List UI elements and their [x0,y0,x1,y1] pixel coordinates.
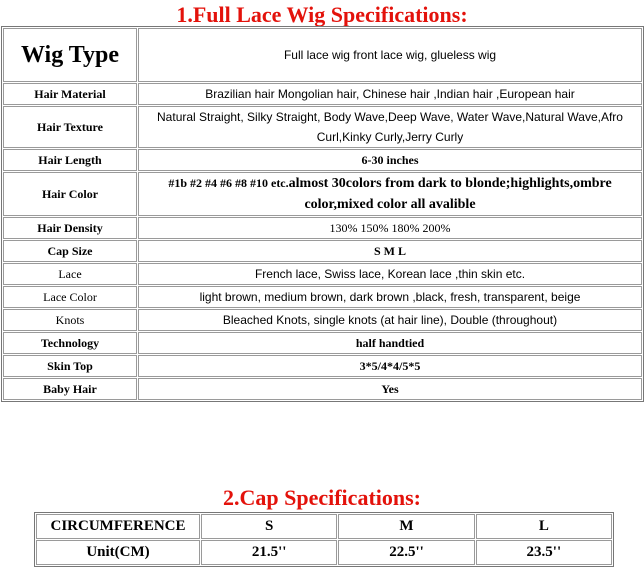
cell-size-s: 21.5'' [201,540,337,565]
table-row [3,286,642,308]
row-label-cap-size: Cap Size [3,240,137,262]
section-title-wig-specs: 1.Full Lace Wig Specifications: [176,2,468,27]
table-row [3,309,642,331]
row-label-lace-color: Lace Color [3,286,137,308]
row-label-hair-material: Hair Material [3,83,137,105]
table-row [36,540,612,565]
wig-specifications-table [1,26,644,402]
row-label-technology: Technology [3,332,137,354]
hair-color-codes: #1b #2 #4 #6 #8 #10 etc. [168,176,289,190]
row-label-baby-hair: Baby Hair [3,378,137,400]
row-label-hair-texture: Hair Texture [3,106,137,148]
table-row [3,106,642,148]
table-row [3,172,642,216]
row-value-cap-size: S M L [138,240,642,262]
row-value-technology: half handtied [138,332,642,354]
table-row [3,83,642,105]
row-label-unit: Unit(CM) [36,540,200,565]
hair-color-description: almost 30colors from dark to blonde;highlights,ombre color,mixed color all avalible [288,176,612,212]
row-value-lace: French lace, Swiss lace, Korean lace ,thin skin etc. [138,263,642,285]
row-value-skin-top: 3*5/4*4/5*5 [138,355,642,377]
column-header-circumference: CIRCUMFERENCE [36,514,200,539]
row-label-wig-type: Wig Type [3,28,137,82]
column-header-s: S [201,514,337,539]
column-header-l: L [476,514,612,539]
row-value-hair-color [138,172,642,216]
row-label-skin-top: Skin Top [3,355,137,377]
row-value-hair-material: Brazilian hair Mongolian hair, Chinese hair ,Indian hair ,European hair [138,83,642,105]
table-row [3,28,642,82]
cell-size-m: 22.5'' [338,540,474,565]
table-row [3,355,642,377]
row-value-baby-hair: Yes [138,378,642,400]
row-label-lace: Lace [3,263,137,285]
row-value-lace-color: light brown, medium brown, dark brown ,black, fresh, transparent, beige [138,286,642,308]
row-label-hair-color: Hair Color [3,172,137,216]
table-row [3,217,642,239]
row-label-hair-length: Hair Length [3,149,137,171]
table-header-row [36,514,612,539]
row-value-wig-type: Full lace wig front lace wig, glueless wig [138,28,642,82]
row-label-knots: Knots [3,309,137,331]
cell-size-l: 23.5'' [476,540,612,565]
table-row [3,240,642,262]
section-title-cap-specs: 2.Cap Specifications: [223,485,421,510]
column-header-m: M [338,514,474,539]
row-value-hair-texture: Natural Straight, Silky Straight, Body Wave,Deep Wave, Water Wave,Natural Wave,Afro Curl,Kinky Curly,Jerry Curly [138,106,642,148]
table-row [3,332,642,354]
row-label-hair-density: Hair Density [3,217,137,239]
row-value-hair-density: 130% 150% 180% 200% [138,217,642,239]
table-row [3,263,642,285]
row-value-knots: Bleached Knots, single knots (at hair line), Double (throughout) [138,309,642,331]
cap-specifications-table [34,512,614,567]
table-row [3,378,642,400]
table-row [3,149,642,171]
row-value-hair-length: 6-30 inches [138,149,642,171]
